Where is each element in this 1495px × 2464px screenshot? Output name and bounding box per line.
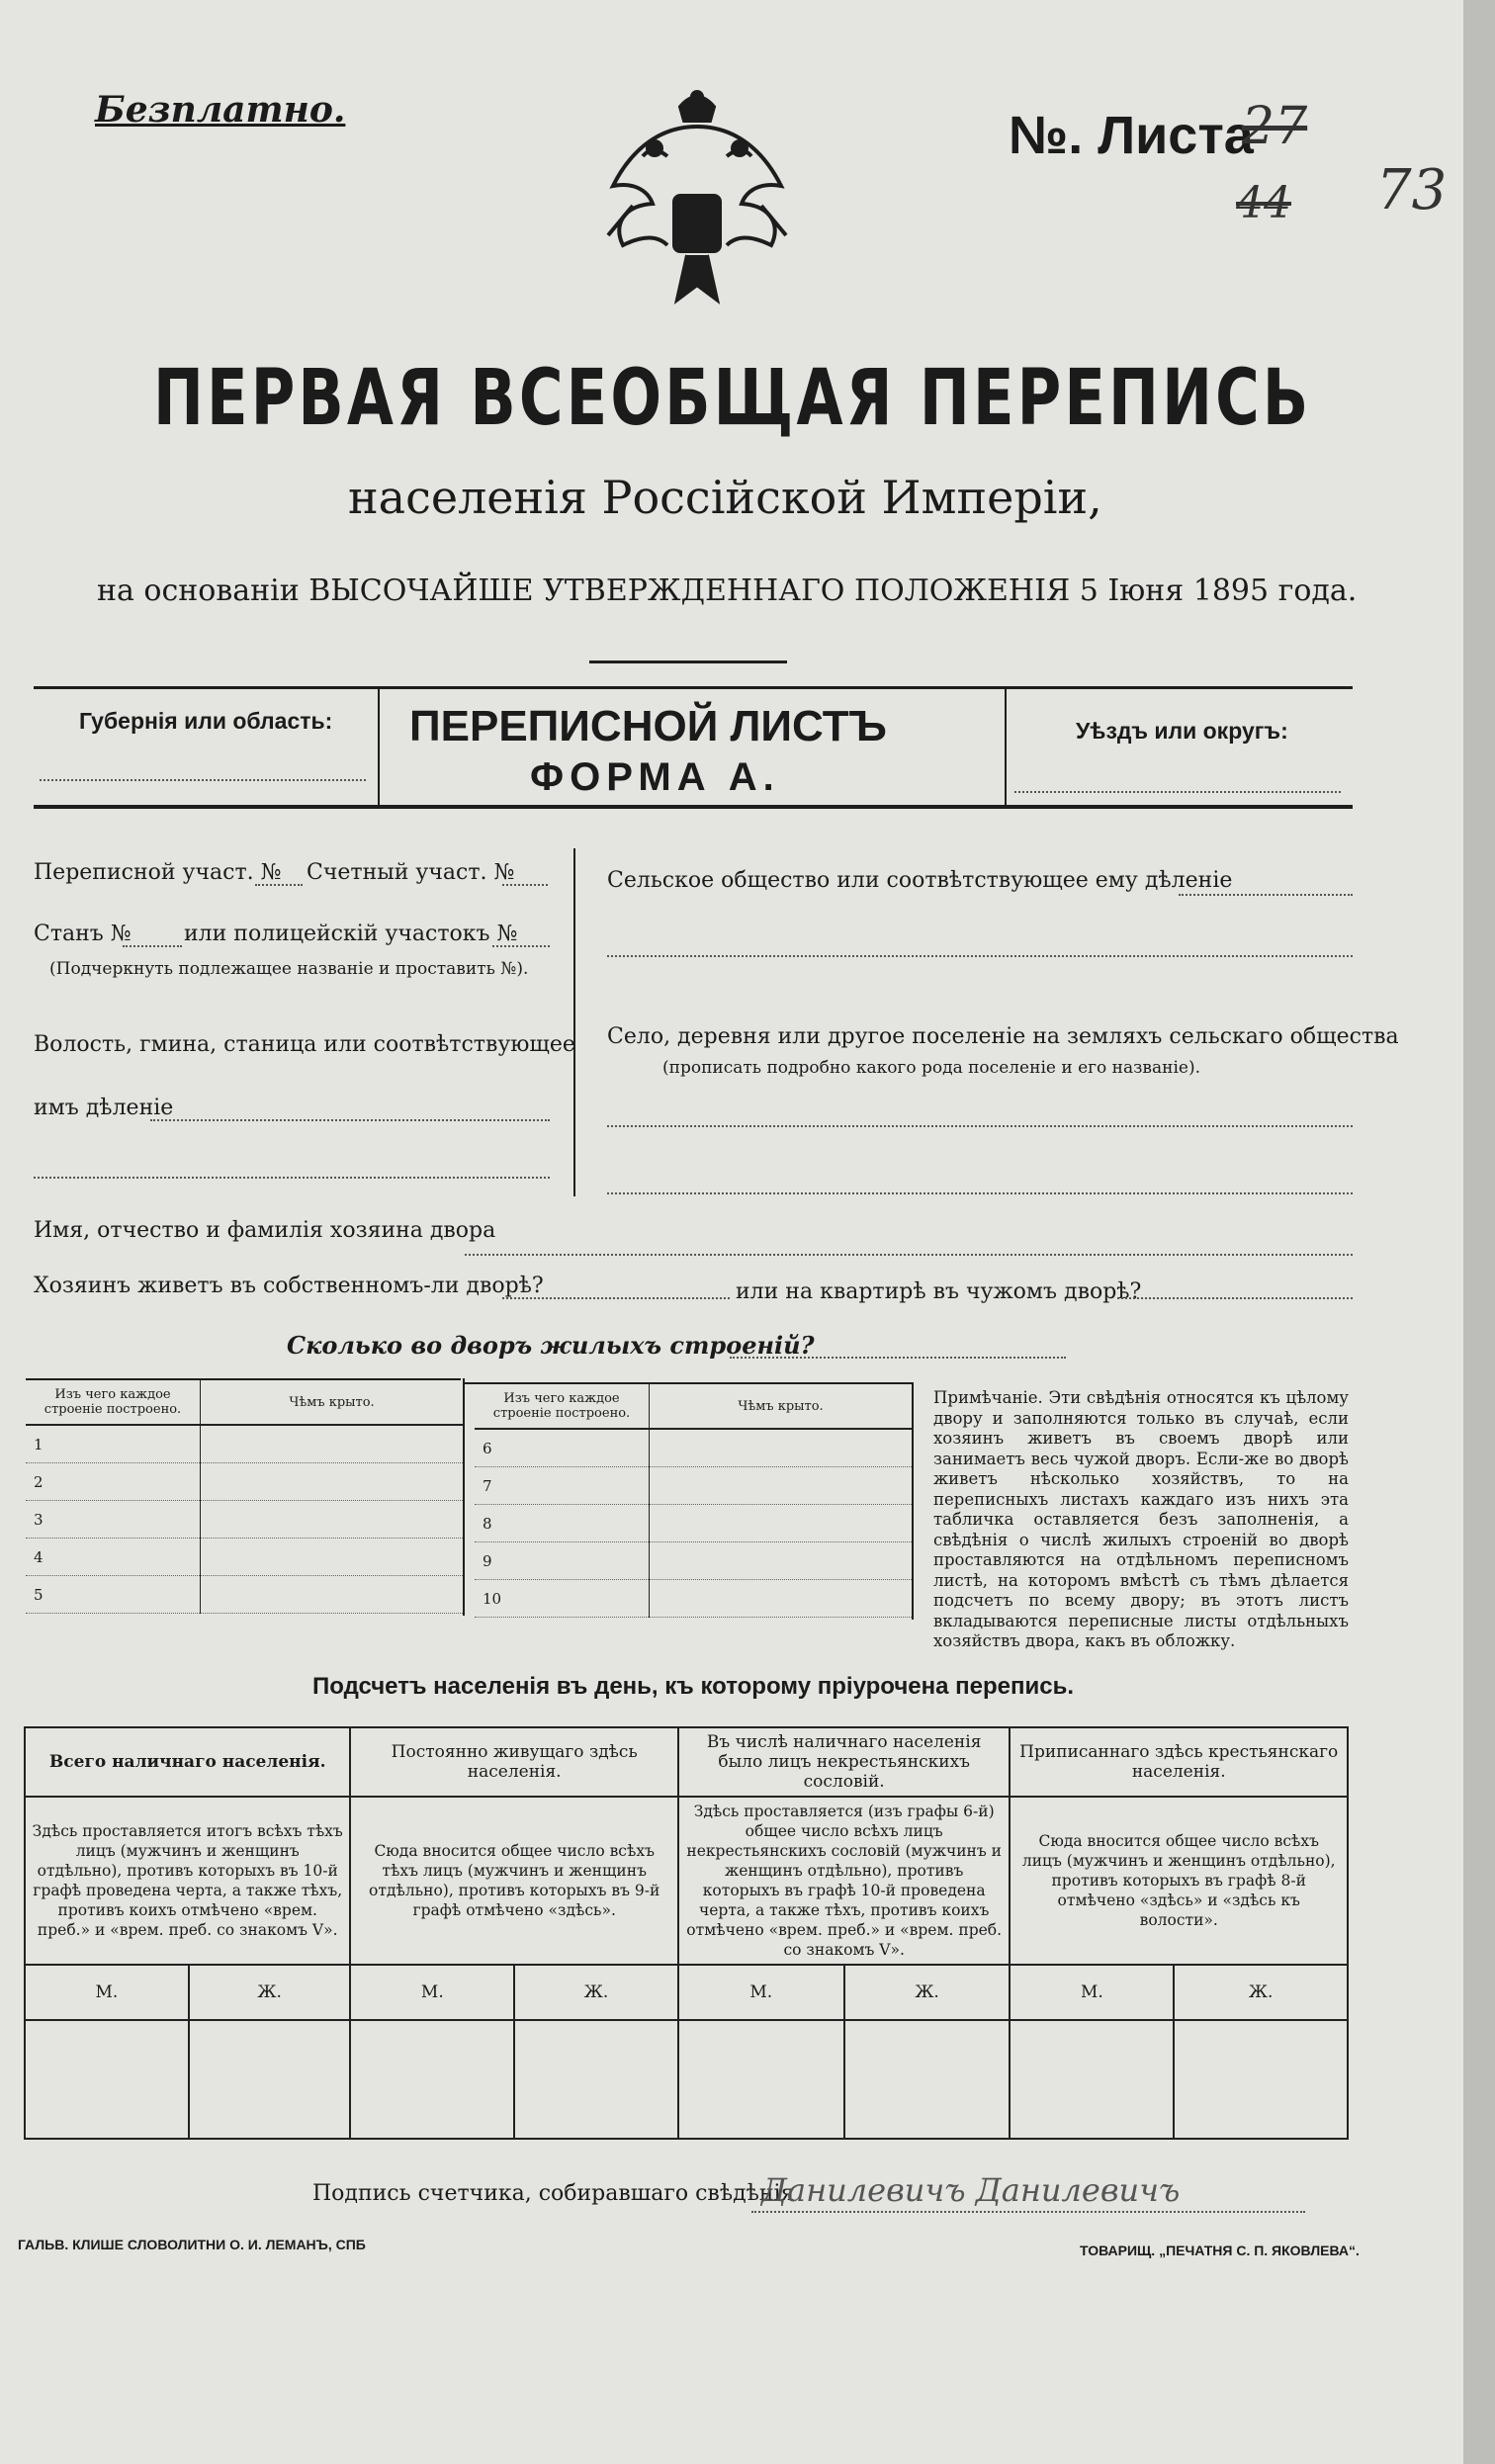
police-district-label: или полицейскій участокъ № <box>184 922 518 946</box>
pop-value-cell[interactable] <box>350 2020 514 2139</box>
pop-col2-title: Постоянно живущаго здѣсь населенія. <box>350 1727 677 1797</box>
rural-society-label: Сельское общество или соотвѣтствующее ему дѣленіе <box>607 868 1233 893</box>
pop-col1-desc: Здѣсь проставляется итогъ всѣхъ тѣхъ лицъ (мужчинъ и женщинъ отдѣльно), противъ которыхъ въ 10-й графѣ проведена черта, а также тѣхъ, противъ коихъ отмѣчено «врем. преб.» и «врем. преб. со знакомъ V». <box>25 1797 350 1965</box>
houses-roof-cell[interactable] <box>650 1542 913 1580</box>
houses-row-num[interactable]: 9 <box>475 1542 650 1580</box>
pop-value-cell[interactable] <box>1174 2020 1348 2139</box>
volost-label-cont: имъ дѣленіе <box>34 1096 174 1120</box>
police-district-field[interactable] <box>492 945 550 947</box>
own-yard-field[interactable] <box>502 1297 730 1299</box>
stan-field[interactable] <box>123 945 182 947</box>
underlying-page-edge <box>1463 0 1495 2464</box>
pop-male-header: М. <box>1010 1965 1174 2020</box>
houses-col-roof: Чѣмъ крыто. <box>201 1380 464 1425</box>
band-bottom-line <box>34 805 1353 809</box>
houses-roof-cell[interactable] <box>201 1425 464 1463</box>
signature-field[interactable] <box>751 2211 1305 2213</box>
village-field[interactable] <box>607 1125 1353 1127</box>
village-label: Село, деревня или другое поселеніе на земляхъ сельскаго общества <box>607 1024 1399 1049</box>
band-divider-left <box>378 686 380 807</box>
sheet-number-corrected: 44 <box>1236 178 1291 228</box>
archive-number: 73 <box>1376 158 1448 222</box>
form-letter: ФОРМА А. <box>530 755 780 799</box>
houses-roof-cell[interactable] <box>201 1576 464 1614</box>
village-note: (прописать подробно какого рода поселеніе и его названіе). <box>662 1058 1200 1078</box>
houses-row-num[interactable]: 4 <box>26 1539 201 1576</box>
stan-label: Станъ № <box>34 922 132 946</box>
gubernia-label: Губернія или область: <box>79 708 333 734</box>
rented-field[interactable] <box>1117 1297 1353 1299</box>
imperial-eagle-emblem <box>593 87 801 324</box>
houses-roof-cell[interactable] <box>201 1463 464 1501</box>
free-label: Безплатно. <box>95 89 346 131</box>
houses-col-built: Изъ чего каждое строеніе построено. <box>26 1380 201 1425</box>
rented-label: или на квартирѣ въ чужомъ дворѣ? <box>736 1279 1142 1304</box>
pop-value-cell[interactable] <box>844 2020 1011 2139</box>
owner-name-field[interactable] <box>465 1254 1353 1256</box>
volost-label: Волость, гмина, станица или соотвѣтствующее <box>34 1032 575 1057</box>
houses-count-field[interactable] <box>730 1357 1066 1359</box>
houses-table-left <box>26 1380 463 1614</box>
houses-roof-cell[interactable] <box>650 1505 913 1542</box>
village-field-line2[interactable] <box>607 1192 1353 1194</box>
pop-female-header: Ж. <box>1174 1965 1348 2020</box>
pop-col4-desc: Сюда вносится общее число всѣхъ лицъ (мужчинъ и женщинъ отдѣльно), противъ которыхъ въ графѣ 8-й отмѣчено «здѣсь» и «здѣсь къ волости». <box>1010 1797 1348 1965</box>
population-table <box>24 1726 1349 2140</box>
pop-female-header: Ж. <box>514 1965 678 2020</box>
address-divider <box>573 848 575 1196</box>
pop-col3-desc: Здѣсь проставляется (изъ графы 6-й) общее число всѣхъ лицъ некрестьянскихъ сословій (мужчинъ и женщинъ отдѣльно), противъ которыхъ въ графѣ 10-й проведена черта, а также тѣхъ, противъ коихъ отмѣчено «врем. преб.» и «врем. преб. со знакомъ V». <box>678 1797 1011 1965</box>
pop-col1-title: Всего наличнаго населенія. <box>25 1727 350 1797</box>
pop-col3-title: Въ числѣ наличнаго населенія было лицъ некрестьянскихъ сословій. <box>678 1727 1011 1797</box>
pop-col4-title: Приписаннаго здѣсь крестьянскаго населенія. <box>1010 1727 1348 1797</box>
uezd-label: Уѣздъ или округъ: <box>1076 718 1288 744</box>
houses-row-num[interactable]: 10 <box>475 1580 650 1618</box>
houses-row-num[interactable]: 5 <box>26 1576 201 1614</box>
rural-society-field-line2[interactable] <box>607 955 1353 957</box>
signature-label: Подпись счетчика, собиравшаго свѣдѣнія <box>312 2181 795 2206</box>
pop-female-header: Ж. <box>189 1965 351 2020</box>
owner-name-label: Имя, отчество и фамилія хозяина двора <box>34 1218 496 1243</box>
houses-note: Примѣчаніе. Эти свѣдѣнія относятся къ цѣлому двору и заполняются только въ случаѣ, если хозяинъ живетъ въ своемъ дворѣ или занимаетъ весь чужой дворъ. Если-же во дворѣ живетъ нѣсколько хозяйствъ, то на переписныхъ листахъ каждаго изъ нихъ эта табличка оставляется безъ заполненія, а свѣдѣнія о числѣ жилыхъ строеній во дворѣ проставляются на отдѣльномъ переписномъ листѣ, на которомъ вмѣстѣ съ тѣмъ дѣлается подсчетъ по всему двору; въ этотъ листъ вкладываются переписные листы отдѣльныхъ хозяйствъ двора, какъ въ обложку. <box>933 1388 1349 1650</box>
ornament-divider <box>589 660 787 663</box>
houses-table-right <box>475 1384 912 1618</box>
pop-male-header: М. <box>25 1965 189 2020</box>
basis-line: на основаніи ВЫСОЧАЙШЕ УТВЕРЖДЕННАГО ПОЛОЖЕНІЯ 5 Іюня 1895 года. <box>97 573 1358 608</box>
houses-table-divider <box>463 1378 465 1616</box>
band-top-line <box>34 686 1353 689</box>
houses-row-num[interactable]: 7 <box>475 1467 650 1505</box>
main-title: ПЕРВАЯ ВСЕОБЩАЯ ПЕРЕПИСЬ <box>153 354 1312 443</box>
houses-row-num[interactable]: 8 <box>475 1505 650 1542</box>
volost-field-line2[interactable] <box>34 1177 550 1179</box>
sheet-number-label: №. Листа <box>1009 106 1254 165</box>
sheet-number-handwritten: 27 <box>1242 97 1308 156</box>
houses-roof-cell[interactable] <box>650 1429 913 1467</box>
band-divider-right <box>1005 686 1007 807</box>
houses-roof-cell[interactable] <box>650 1467 913 1505</box>
pop-value-cell[interactable] <box>514 2020 678 2139</box>
pop-value-cell[interactable] <box>25 2020 189 2139</box>
sub-title: населенія Россійской Имперіи, <box>348 471 1102 524</box>
pop-female-header: Ж. <box>844 1965 1011 2020</box>
printer-imprint-left: ГАЛЬВ. КЛИШЕ СЛОВОЛИТНИ О. И. ЛЕМАНЪ, СПБ <box>18 2237 366 2252</box>
gubernia-field[interactable] <box>40 779 366 781</box>
census-district-label: Переписной участ. № <box>34 860 282 885</box>
uezd-field[interactable] <box>1014 791 1341 793</box>
own-yard-label: Хозяинъ живетъ въ собственномъ-ли дворѣ? <box>34 1274 544 1298</box>
rural-society-field[interactable] <box>1179 894 1353 896</box>
pop-col2-desc: Сюда вносится общее число всѣхъ тѣхъ лицъ (мужчинъ и женщинъ отдѣльно), противъ которыхъ въ 9-й графѣ отмѣчено «здѣсь». <box>350 1797 677 1965</box>
pop-male-header: М. <box>350 1965 514 2020</box>
census-district-field[interactable] <box>255 884 303 886</box>
pop-value-cell[interactable] <box>678 2020 844 2139</box>
pop-male-header: М. <box>678 1965 844 2020</box>
houses-row-num[interactable]: 1 <box>26 1425 201 1463</box>
counting-district-label: Счетный участ. № <box>307 860 515 885</box>
volost-field[interactable] <box>150 1119 550 1121</box>
houses-row-num[interactable]: 3 <box>26 1501 201 1539</box>
pop-value-cell[interactable] <box>1010 2020 1174 2139</box>
counting-district-field[interactable] <box>502 884 548 886</box>
houses-roof-cell[interactable] <box>650 1580 913 1618</box>
houses-table-right-edge <box>912 1382 914 1620</box>
houses-roof-cell[interactable] <box>201 1501 464 1539</box>
underline-note: (Подчеркнуть подлежащее названіе и проставить №). <box>49 959 529 979</box>
houses-col-built: Изъ чего каждое строеніе построено. <box>475 1384 650 1429</box>
population-heading: Подсчетъ населенія въ день, къ которому пріурочена перепись. <box>312 1673 1074 1700</box>
houses-row-num[interactable]: 2 <box>26 1463 201 1501</box>
signature-handwritten: Данилевичъ Данилевичъ <box>761 2171 1181 2209</box>
form-title: ПЕРЕПИСНОЙ ЛИСТЪ <box>409 702 887 750</box>
houses-roof-cell[interactable] <box>201 1539 464 1576</box>
houses-col-roof: Чѣмъ крыто. <box>650 1384 913 1429</box>
houses-row-num[interactable]: 6 <box>475 1429 650 1467</box>
pop-value-cell[interactable] <box>189 2020 351 2139</box>
houses-question: Сколько во дворъ жилыхъ строеній? <box>287 1331 815 1360</box>
printer-imprint-right: ТОВАРИЩ. „ПЕЧАТНЯ С. П. ЯКОВЛЕВА“. <box>1080 2243 1360 2258</box>
